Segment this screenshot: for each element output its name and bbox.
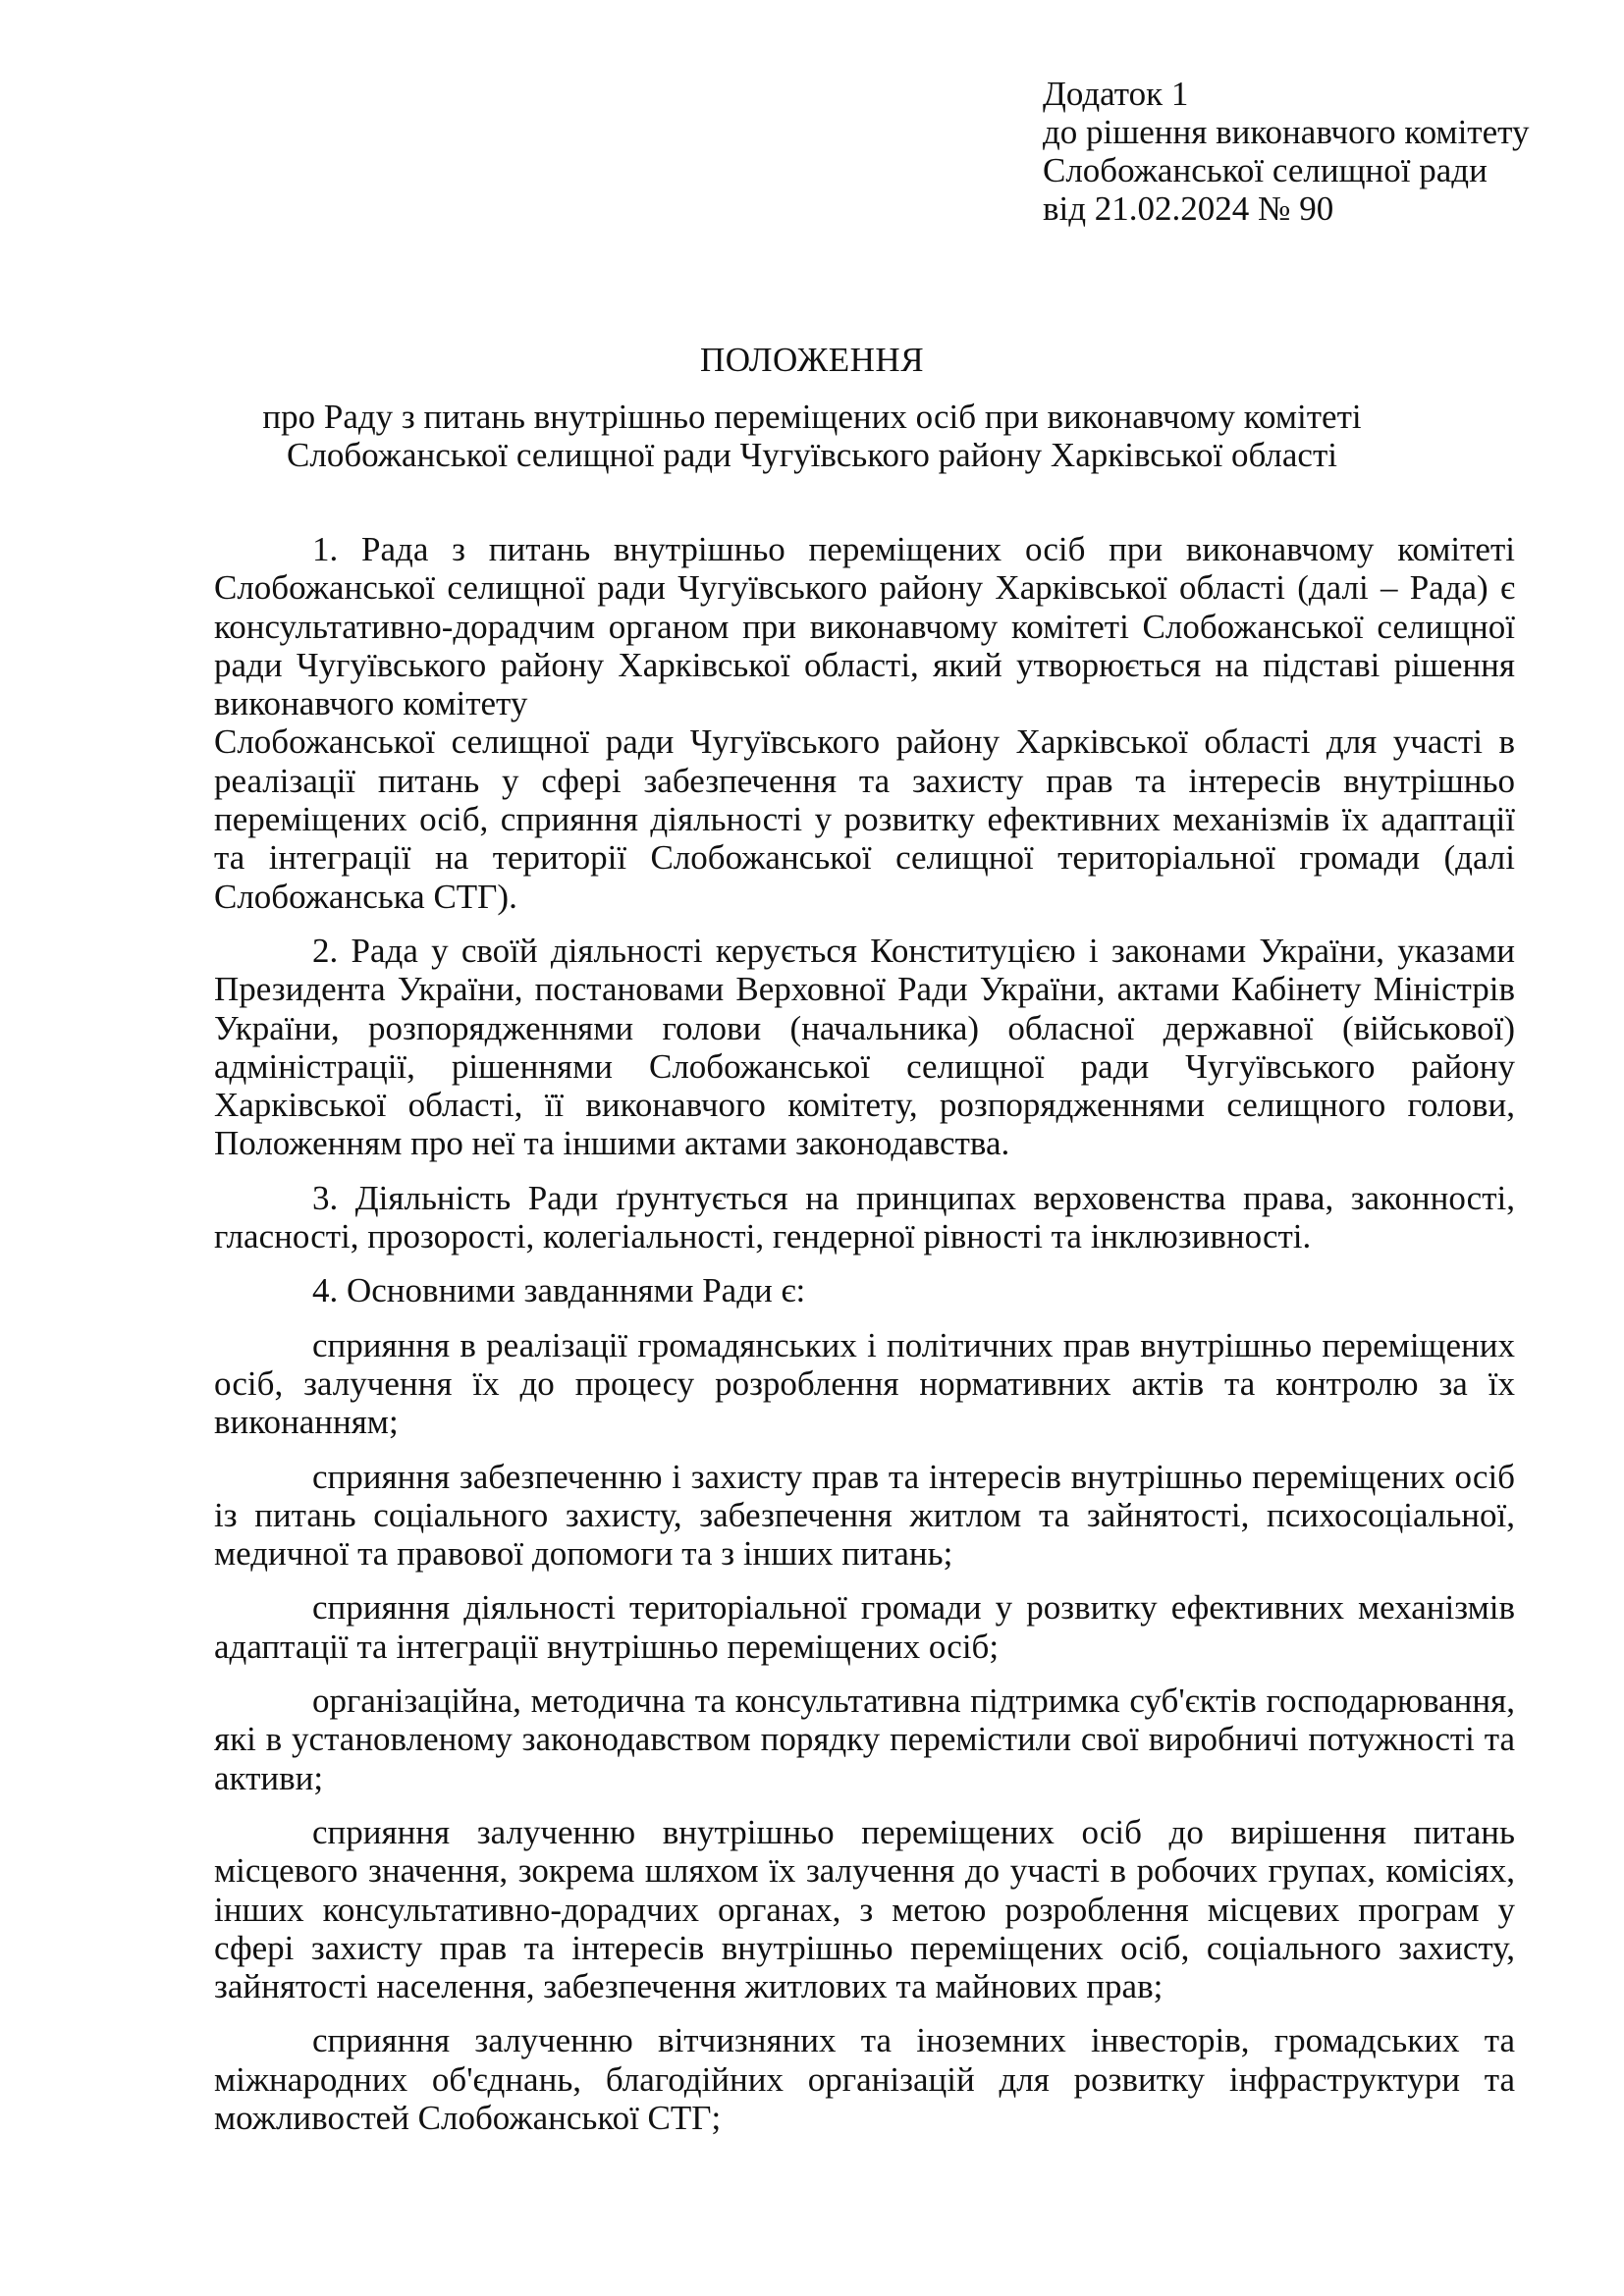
task-item: сприяння залученню вітчизняних та іноземних інвесторів, громадських та міжнародних об'єднань, благодійних організацій для розвитку інфраструктури та можливостей Слобожанської СТГ; — [214, 2021, 1515, 2137]
task-item: сприяння в реалізації громадянських і політичних прав внутрішньо переміщених осіб, залучення їх до процесу розроблення нормативних актів та контролю за їх виконанням; — [214, 1325, 1515, 1442]
task-item: організаційна, методична та консультативна підтримка суб'єктів господарювання, які в установленому законодавством порядку перемістили свої виробничі потужності та активи; — [214, 1682, 1515, 1797]
paragraph-1-continued: Слобожанської селищної ради Чугуївського району Харківської області для участі в реалізації питань у сфері забезпечення та захисту прав та інтересів внутрішньо переміщених осіб, сприяння діяльності у розвитку ефективних механізмів їх адаптації та інтеграції на території Слобожанської селищної територіальної громади (далі Слобожанська СТГ). — [214, 722, 1515, 916]
appendix-line: Слобожанської селищної ради — [1043, 151, 1488, 189]
appendix-line: до рішення виконавчого комітету — [1043, 113, 1530, 151]
appendix-header — [1043, 75, 1593, 228]
paragraph-3: 3. Діяльність Ради ґрунтується на принципах верховенства права, законності, гласності, прозорості, колегіальності, гендерної рівності та інклюзивності. — [214, 1178, 1515, 1256]
task-item: сприяння забезпеченню і захисту прав та інтересів внутрішньо переміщених осіб із питань соціального захисту, забезпечення житлом та зайнятості, психосоціальної, медичної та правової допомоги та з інших питань; — [214, 1457, 1515, 1574]
document-subtitle: про Раду з питань внутрішньо переміщених осіб при виконавчому комітеті Слобожанської селищної ради Чугуївського району Харківської області — [262, 398, 1362, 474]
appendix-date-line: від 21.02.2024 № 90 — [1043, 189, 1334, 228]
paragraph-2: 2. Рада у своїй діяльності керується Конституцією і законами України, указами Президента України, постановами Верховної Ради України, актами Кабінету Міністрів України, розпорядженнями голови (начальника) обласної державної (військової) адміністрації, рішеннями Слобожанської селищної ради Чугуївського району Харківської області, її виконавчого комітету, розпорядженнями селищного голови, Положенням про неї та іншими актами законодавства. — [214, 931, 1515, 1163]
task-item: сприяння діяльності територіальної громади у розвитку ефективних механізмів адаптації та інтеграції внутрішньо переміщених осіб; — [214, 1588, 1515, 1666]
document-title: ПОЛОЖЕННЯ — [699, 341, 925, 379]
paragraph-4: 4. Основними завданнями Ради є: — [312, 1271, 806, 1310]
task-item: сприяння залученню внутрішньо переміщених осіб до вирішення питань місцевого значення, зокрема шляхом їх залучення до участі в робочих групах, комісіях, інших консультативно-дорадчих органах, з метою розроблення місцевих програм у сфері захисту прав та інтересів внутрішньо переміщених осіб, соціального захисту, зайнятості населення, забезпечення житлових та майнових прав; — [214, 1812, 1515, 2006]
paragraph-1: 1. Рада з питань внутрішньо переміщених осіб при виконавчому комітеті Слобожанської селищної ради Чугуївського району Харківської області (далі – Рада) є консультативно-дорадчим органом при виконавчому комітеті Слобожанської селищної ради Чугуївського району Харківської області, який утворюється на підставі рішення виконавчого комітету — [214, 530, 1515, 723]
appendix-line: Додаток 1 — [1043, 75, 1189, 113]
document-body — [214, 530, 1515, 2153]
